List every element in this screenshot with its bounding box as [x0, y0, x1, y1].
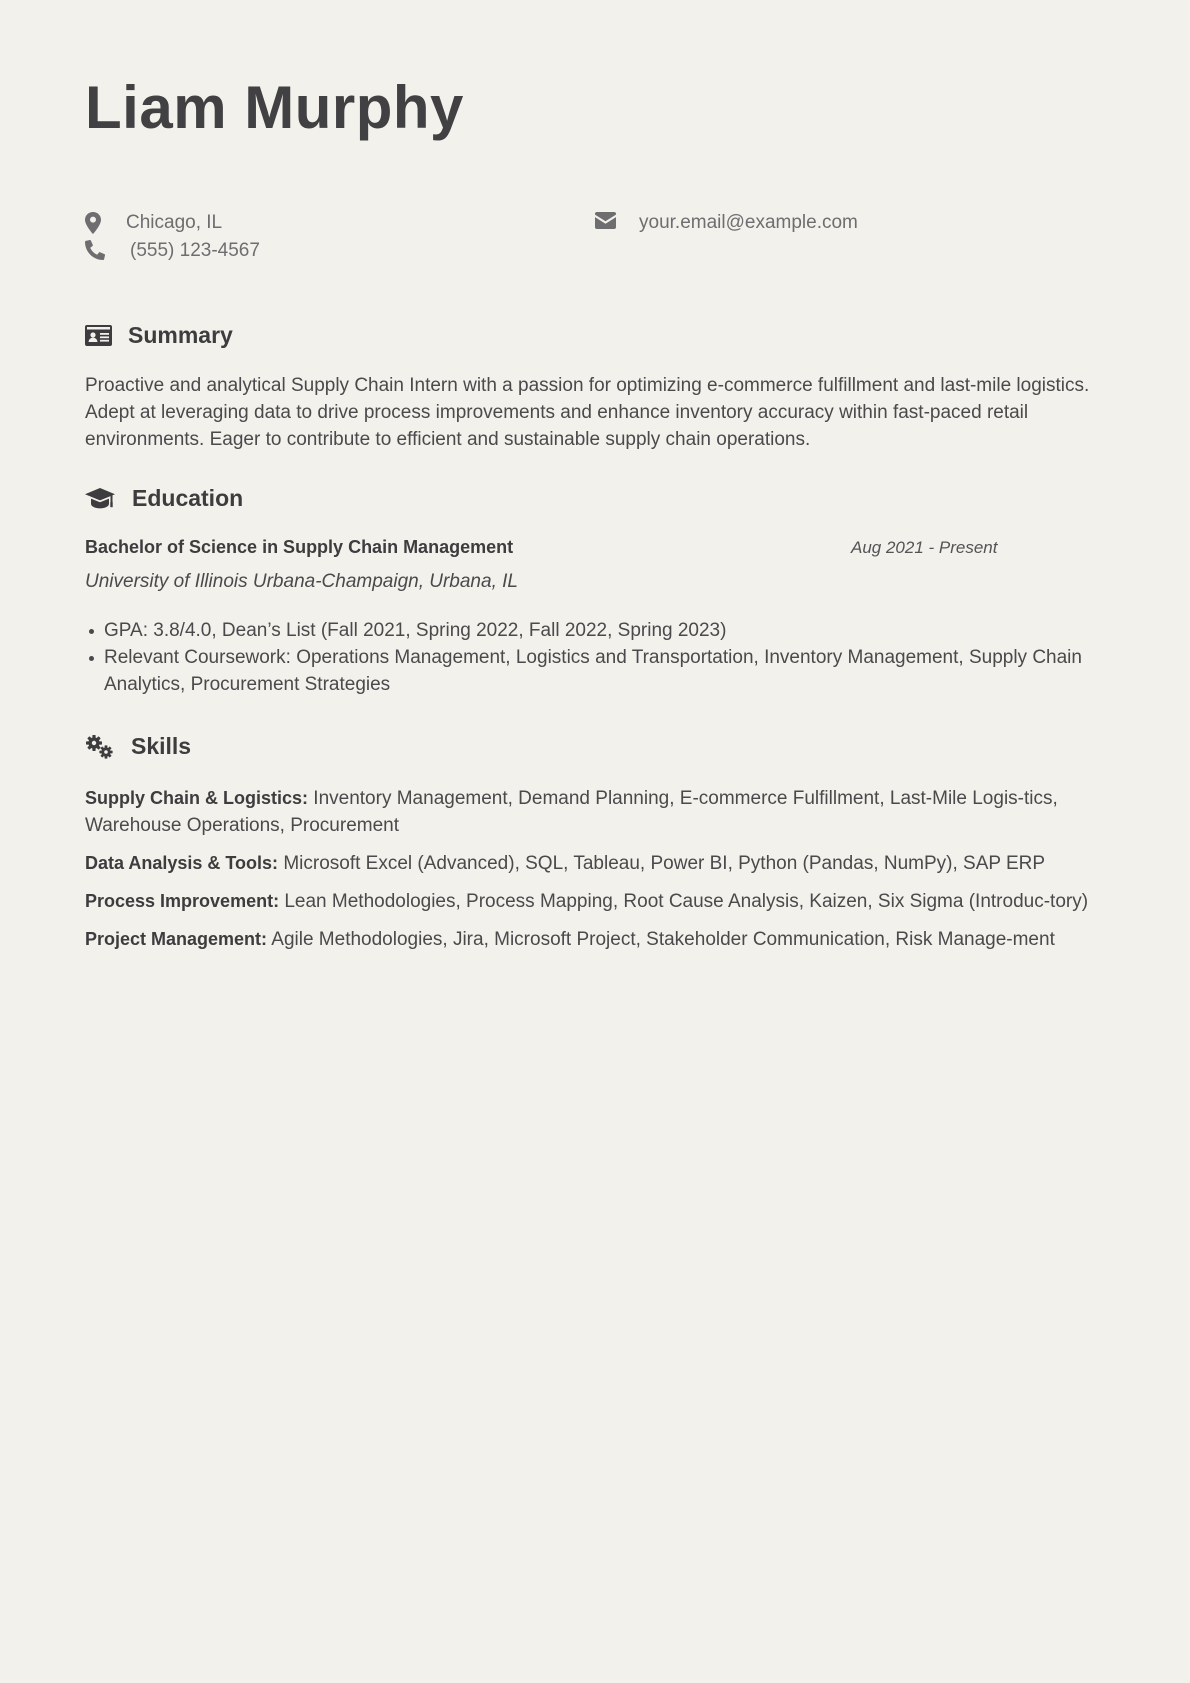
contact-phone	[85, 240, 260, 262]
skill-label: Process Improvement:	[85, 891, 280, 911]
education-title: Education	[132, 485, 244, 511]
skill-label: Supply Chain & Logistics:	[85, 788, 309, 808]
skill-row	[85, 926, 1105, 953]
candidate-name: Liam Murphy	[85, 74, 464, 141]
skills-heading	[85, 733, 191, 760]
summary-title: Summary	[128, 322, 233, 348]
location-text: Chicago, IL	[126, 212, 223, 233]
envelope-icon	[595, 212, 613, 234]
skill-row	[85, 888, 1105, 915]
education-heading	[85, 485, 243, 512]
contact-location	[85, 212, 222, 234]
skills-list	[85, 785, 1105, 964]
skill-value: Microsoft Excel (Advanced), SQL, Tableau, Power BI, Python (Pandas, NumPy), SAP ERP	[283, 853, 1046, 874]
skill-row	[85, 850, 1105, 877]
contact-email	[595, 212, 858, 234]
cogs-icon	[85, 735, 114, 759]
degree-title: Bachelor of Science in Supply Chain Management	[85, 537, 514, 557]
skill-label: Data Analysis & Tools:	[85, 853, 279, 873]
list-item: GPA: 3.8/4.0, Dean’s List (Fall 2021, Spring 2022, Fall 2022, Spring 2023)	[104, 617, 1105, 644]
summary-text: Proactive and analytical Supply Chain Intern with a passion for optimizing e-commerce fulfillment and last-mile logistics. Adept at leveraging data to drive process improvements and enhance inventory accuracy within fast-paced retail environments. Eager to contribute to efficient and sustainable supply chain operations.	[85, 375, 1090, 450]
phone-text[interactable]: (555) 123-4567	[130, 240, 260, 261]
skill-row	[85, 785, 1105, 839]
email-link[interactable]: your.email@example.com	[639, 212, 858, 233]
list-item: Relevant Coursework: Operations Management, Logistics and Transportation, Inventory Management, Supply Chain Analytics, Procurement Strategies	[104, 644, 1105, 698]
education-bullets	[85, 617, 1105, 698]
education-date: Aug 2021 - Present	[851, 538, 998, 557]
institution-name: University of Illinois Urbana-Champaign, Urbana, IL	[85, 571, 518, 592]
id-card-icon	[85, 325, 112, 346]
skill-value: Agile Methodologies, Jira, Microsoft Project, Stakeholder Communication, Risk Manage-ment	[271, 929, 1055, 950]
graduation-cap-icon	[85, 488, 115, 510]
phone-icon	[85, 240, 103, 262]
skill-value: Lean Methodologies, Process Mapping, Root Cause Analysis, Kaizen, Six Sigma (Introduc-tory)	[284, 891, 1089, 912]
skill-label: Project Management:	[85, 929, 268, 949]
summary-heading	[85, 322, 233, 349]
skills-title: Skills	[131, 733, 192, 759]
skill-value: Inventory Management, Demand Planning, E-commerce Fulfillment, Last-Mile Logis-tics, Warehouse Operations, Procurement	[85, 788, 1058, 836]
map-marker-icon	[85, 212, 103, 234]
